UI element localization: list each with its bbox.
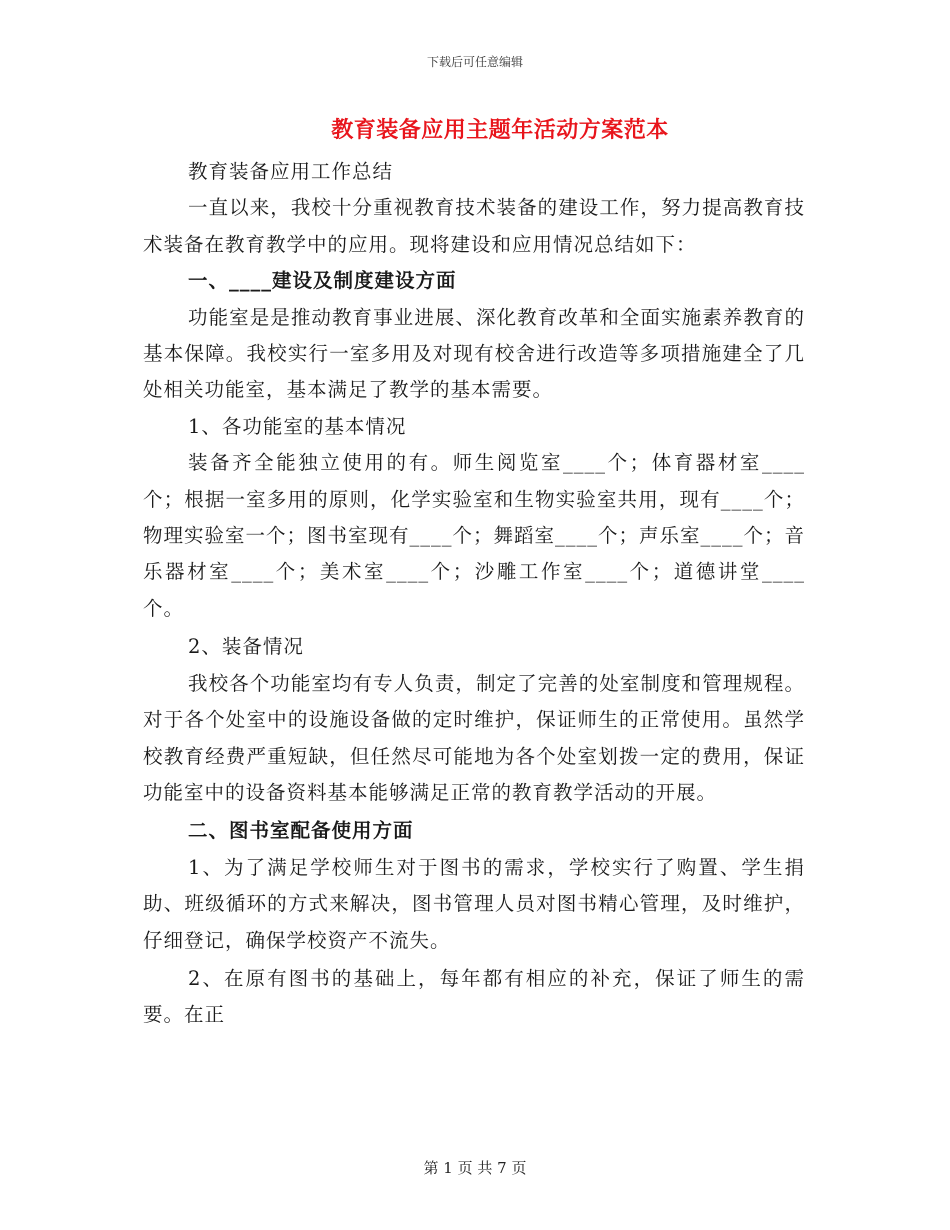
document-title: 教育装备应用主题年活动方案范本	[331, 117, 669, 143]
subheading-rooms-status: 1、各功能室的基本情况	[188, 414, 407, 438]
subheading-equipment: 2、装备情况	[188, 635, 304, 659]
section-heading-1: 一、____建设及制度建设方面	[188, 269, 457, 293]
section-heading-2: 二、图书室配备使用方面	[188, 819, 414, 843]
header-note: 下载后可任意编辑	[426, 55, 523, 69]
document-body	[143, 154, 805, 1034]
paragraph-library-1: 1、为了满足学校师生对于图书的需求，学校实行了购置、学生捐助、班级循环的方式来解决，图书管理人员对图书精心管理，及时维护，仔细登记，确保学校资产不流失。	[143, 855, 805, 952]
page-indicator: 第 1 页 共 7 页	[423, 1159, 527, 1177]
paragraph-functional-rooms: 功能室是是推动教育事业进展、深化教育改革和全面实施素养教育的基本保障。我校实行一室多用及对现有校舍进行改造等多项措施建全了几处相关功能室，基本满足了教学的基本需要。	[143, 305, 805, 402]
paragraph-rooms-list: 装备齐全能独立使用的有。师生阅览室____个；体育器材室____个；根据一室多用的原则，化学实验室和生物实验室共用，现有____个；物理实验室一个；图书室现有____个；舞蹈室____个；声乐室____个；音乐器材室____个；美术室____个；沙雕工作室____个；道德讲堂____个。	[143, 451, 806, 620]
paragraph-equipment: 我校各个功能室均有专人负责，制定了完善的处室制度和管理规程。对于各个处室中的设施设备做的定时维护，保证师生的正常使用。虽然学校教育经费严重短缺，但任然尽可能地为各个处室划拨一定的费用，保证功能室中的设备资料基本能够满足正常的教育教学活动的开展。	[143, 671, 805, 804]
paragraph-library-2: 2、在原有图书的基础上，每年都有相应的补充，保证了师生的需要。在正	[143, 966, 805, 1027]
paragraph-intro: 一直以来，我校十分重视教育技术装备的建设工作，努力提高教育技术装备在教育教学中的应用。现将建设和应用情况总结如下：	[143, 196, 805, 256]
paragraph-subtitle: 教育装备应用工作总结	[188, 160, 394, 183]
